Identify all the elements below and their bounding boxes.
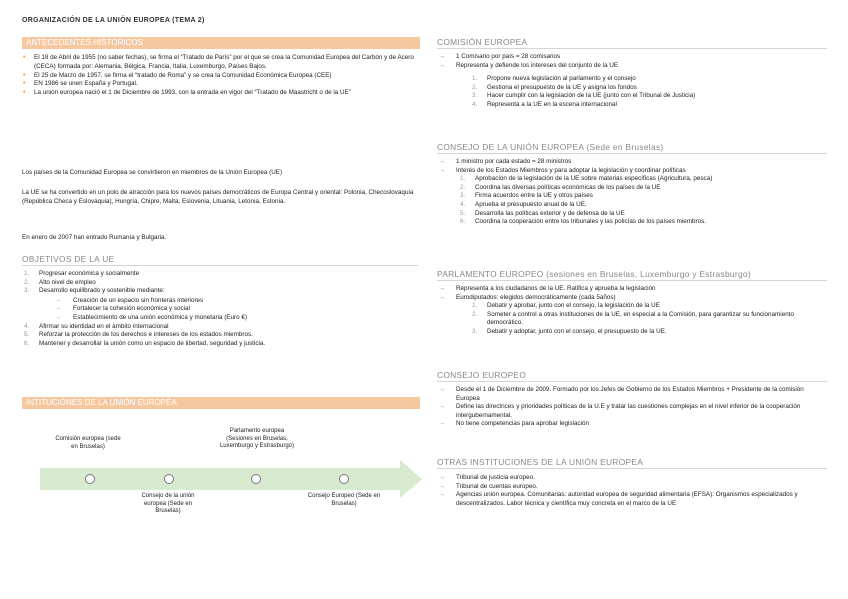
section-heading-instituciones: INTITUCIONES DE LA UNIÓN EUROPEA xyxy=(22,397,420,409)
timeline-marker xyxy=(339,474,349,484)
list-item: • La unión europea nació el 1 de Diciembre de 1993, con la entrada en vigor del “Tratado de Maastricht o de la UE” xyxy=(22,89,418,98)
sub-item: → Fortalecer la cohesión económica y social xyxy=(55,305,190,313)
section-heading-comision: COMISIÓN EUROPEA xyxy=(437,37,827,49)
sub-item: → Establecimiento de una unión económica y monetaria (Euro €) xyxy=(55,313,247,321)
list-item: → Eurodiputados: elegidos democráticamente (cada 5años) 1. Debatir y aprobar, junto con el consejo, la legislación de la UE 2. Someter a control a otras instituciones de la UE, en especial a la Comisión, para garantizar su funcionamiento democrático. 3. Debatir y adoptar, junto con el consejo, el presupuesto de la UE. xyxy=(437,294,829,337)
sub-item: 1. Debatir y aprobar, junto con el consejo, la legislación de la UE xyxy=(472,302,660,310)
list-item: → No tiene competencias para aprobar legislación xyxy=(439,420,590,428)
timeline-marker xyxy=(251,474,261,484)
list-item: → 1 ministro por cada estado = 28 ministros xyxy=(439,158,572,165)
list-item: → Interés de los Estados Miembros y para adoptar la legislación y coordinar políticas 1. Aprobación de la legislación de la UE sobre materias específicas (Agricultura, pesca) 2. Coordina las diversas políticas económicas de los países de la UE 3. Firma acuerdos entre la UE y otros países 4. Aprueba el presupuesto anual de la UE. 5. Desarrolla las políticas exterior y de defensa de la UE 6. Coordina la cooperación entre los tribunales y las policías de los países miembros. xyxy=(437,167,829,227)
antecedentes-list xyxy=(22,54,418,98)
sub-item: 4. Aprueba el presupuesto anual de la UE. xyxy=(460,200,587,208)
section-heading-otras: OTRAS INSTITUCIONES DE LA UNIÓN EUROPEA xyxy=(437,457,827,469)
sub-item: 2. Coordina las diversas políticas económicas de los países de la UE xyxy=(460,183,661,191)
section-heading-consejo-ue: CONSEJO DE LA UNIÓN EUROPEA (Sede en Bruselas) xyxy=(437,142,827,154)
list-item: • El 18 de Abril de 1955 (no saber fechas), se firma el “Tratado de París” por el que se crea la Comunidad Europea del Carbón y de Acero (CECA) formada por: Alemania, Bélgica, Francia, Italia, Luxemburgo, Países Bajos. xyxy=(22,54,418,72)
list-item: → Tribunal de justicia europeo. xyxy=(439,474,535,481)
list-item: 3. Desarrollo equilibrado y sostenible mediante: → Creación de un espacio sin fronteras interiores → Fortalecer la cohesión económica y social → Establecimiento de una unión económica y monetaria (Euro €) xyxy=(22,287,418,322)
list-item: • El 25 de Marzo de 1957, se firma el “tratado de Roma” y se crea la Comunidad Económica Europea (CEE) xyxy=(22,72,418,81)
sub-item: 3. Debatir y adoptar, junto con el consejo, el presupuesto de la UE. xyxy=(472,327,667,335)
sub-item: 2. Someter a control a otras instituciones de la UE, en especial a la Comisión, para garantizar su funcionamiento democrático. xyxy=(472,310,794,327)
sub-item: 3. Firma acuerdos entre la UE y otros países xyxy=(460,192,593,200)
timeline-marker xyxy=(85,474,95,484)
timeline-label: Comisión europea (sede en Bruselas) xyxy=(55,436,121,450)
list-item: → 1 Comisario por país = 28 comisarios xyxy=(439,53,561,60)
paragraph: La UE se ha convertido en un polo de atracción para los nuevos países democráticos de Europa Central y oriental: Polonia, Checoslovaquia (República Checa y Eslovaquia), Hungría, Chipre, Malta, Eslovenia, Lituania, Letonia, Estonia. xyxy=(22,189,414,205)
consejo-europeo-list xyxy=(437,386,829,429)
otras-list xyxy=(437,474,829,508)
list-item: 2. Alto nivel de empleo xyxy=(24,278,96,286)
list-item: → Representa a los ciudadanos de la UE. Ratifica y aprueba la legislación xyxy=(439,285,656,292)
section-heading-consejo-europeo: CONSEJO EUROPEO xyxy=(437,370,827,382)
list-item: → Representa y defiende los intereses del conjunto de la UE 1. Propone nueva legislación al parlamento y el consejo 2. Gestiona el presupuesto de la UE y asigna los fondos 3. Hacer cumplir con la legislación de la UE (junto con el Tribunal de Justicia) 4. Representa a la UE en la escena internacional xyxy=(437,62,829,110)
sub-item: → Creación de un espacio sin fronteras interiores xyxy=(55,296,204,304)
list-item: → Desde el 1 de Diciembre de 2009. Formado por los Jefes de Gobierno de los Estados Miembros + Presidente de la comisión Europea xyxy=(439,386,804,402)
list-item: → Tribunal de cuentas europeo. xyxy=(439,482,538,490)
timeline-marker xyxy=(164,474,174,484)
objetivos-list xyxy=(22,270,418,348)
list-item: 1. Progresar económica y socialmente xyxy=(24,270,140,277)
list-item: 5. Reforzar la protección de los derechos e intereses de los estados miembros. xyxy=(24,331,253,339)
sub-item: 3. Hacer cumplir con la legislación de la UE (junto con el Tribunal de Justicia) xyxy=(472,92,696,100)
comision-list xyxy=(437,53,829,110)
timeline-label: Consejo Europeo (Sede en Bruselas) xyxy=(307,493,381,507)
timeline-label: Consejo de la unión europea (Sede en Bruselas) xyxy=(141,493,195,515)
timeline-label: Parlamento europea (Sesiones en Bruselas, Luxemburgo y Estrasburgo) xyxy=(219,428,295,450)
list-item: → Define las directrices y prioridades políticas de la U.E y tratar las cuestiones complejas en el nivel inferior de la cooperación intergubernamental. xyxy=(439,403,801,419)
list-item: • EN 1986 se unen España y Portugal. xyxy=(22,80,418,89)
list-item: 4. Afirmar su identidad en el ámbito internacional xyxy=(24,322,169,330)
paragraph: En enero de 2007 han entrado Rumanía y Bulgaria. xyxy=(22,234,167,241)
sub-item: 5. Desarrolla las políticas exterior y de defensa de la UE xyxy=(460,209,625,217)
section-heading-antecedentes: ANTECEDENTES HISTÓRICOS xyxy=(22,37,420,49)
section-heading-parlamento: PARLAMENTO EUROPEO (sesiones en Bruselas, Luxemburgo y Estrasburgo) xyxy=(437,269,827,281)
document-title: ORGANIZACIÓN DE LA UNIÓN EUROPEA (TEMA 2) xyxy=(22,17,205,24)
list-item: 6. Mantener y desarrollar la unión como un espacio de libertad, seguridad y justicia. xyxy=(24,339,266,347)
sub-item: 6. Coordina la cooperación entre los tribunales y las policías de los países miembros. xyxy=(460,218,707,226)
sub-item: 4. Representa a la UE en la escena internacional xyxy=(472,100,617,108)
parlamento-list xyxy=(437,285,829,337)
section-heading-objetivos: OBJETIVOS DE LA UE xyxy=(22,254,418,266)
sub-item: 1. Aprobación de la legislación de la UE sobre materias específicas (Agricultura, pesca) xyxy=(460,175,713,183)
sub-item: 1. Propone nueva legislación al parlamento y el consejo xyxy=(472,75,636,83)
sub-item: 2. Gestiona el presupuesto de la UE y asigna los fondos xyxy=(472,83,637,91)
paragraph: Los países de la Comunidad Europea se convirtieron en miembros de la Unión Europea (UE) xyxy=(22,169,283,176)
consejo-ue-list xyxy=(437,158,829,227)
list-item: → Agencias unión europea. Comunitarias: autoridad europea de seguridad alimentaria (EFSA): Organismos especializados y descentralizados. Labor técnica y científica muy concreta en el marco de la UE xyxy=(439,491,798,507)
